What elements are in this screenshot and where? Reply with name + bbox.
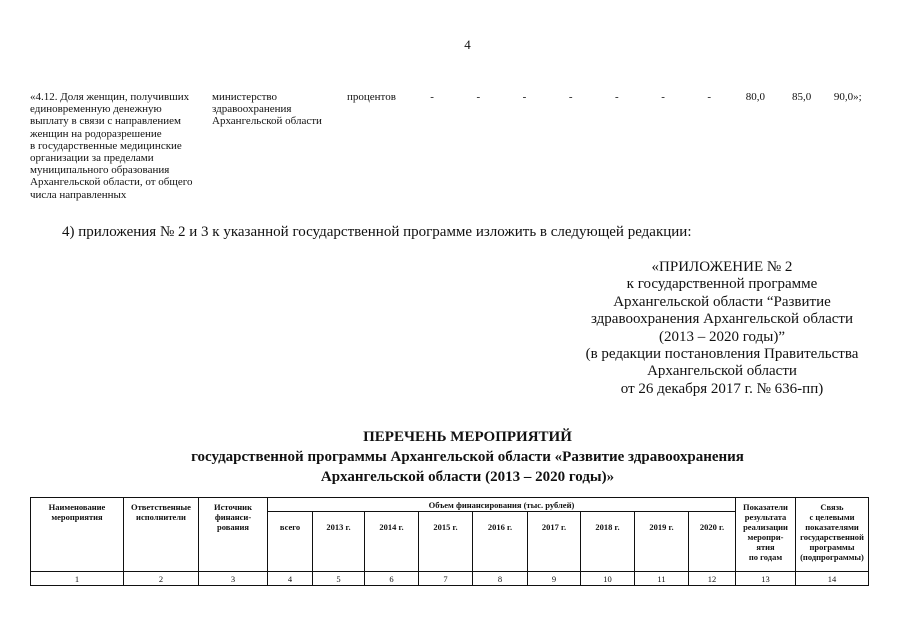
instruction-paragraph: 4) приложения № 2 и 3 к указанной государственной программе изложить в следующей редакции: — [62, 224, 692, 240]
indicator-value: - — [707, 91, 712, 103]
column-number: 10 — [581, 572, 635, 586]
table-header-row — [31, 498, 869, 512]
list-title-line: ПЕРЕЧЕНЬ МЕРОПРИЯТИЙ — [363, 429, 572, 445]
header-line: реализации — [743, 522, 788, 532]
indicator-name-line: единовременную денежную — [30, 103, 162, 116]
indicator-value: - — [568, 91, 573, 103]
list-title-line: государственной программы Архангельской области «Развитие здравоохранения — [191, 449, 744, 465]
header-year: 2015 г. — [419, 512, 473, 572]
appendix-note-line: (2013 – 2020 годы)” — [659, 328, 785, 345]
header-target-link — [796, 498, 869, 572]
indicator-value: 90,0»; — [833, 91, 862, 103]
column-number: 8 — [473, 572, 528, 586]
header-year: 2013 г. — [313, 512, 365, 572]
indicator-responsible — [212, 91, 322, 128]
column-number: 13 — [736, 572, 796, 586]
column-number: 6 — [365, 572, 419, 586]
header-result-indicators — [736, 498, 796, 572]
column-number: 9 — [528, 572, 581, 586]
indicator-name-line: выплату в связи с направлением — [30, 115, 181, 128]
events-table — [30, 497, 869, 586]
column-number: 12 — [689, 572, 736, 586]
indicator-value: 85,0 — [791, 91, 812, 103]
header-line: (подпрограммы) — [800, 552, 864, 562]
column-numbers-row — [31, 572, 869, 586]
indicator-name-line: муниципального образования — [30, 164, 170, 177]
header-line: результата — [744, 512, 787, 522]
indicator-name-line: числа направленных — [30, 188, 127, 201]
indicator-name — [30, 91, 193, 201]
header-line: меропри- — [747, 532, 784, 542]
header-line: государственной — [800, 532, 864, 542]
column-number: 11 — [635, 572, 689, 586]
indicator-value: - — [430, 91, 434, 103]
column-number: 7 — [419, 572, 473, 586]
header-line: ятия — [756, 542, 775, 552]
header-event-name — [31, 498, 124, 572]
indicator-responsible-line: Архангельской области — [212, 115, 322, 128]
header-line: Связь — [820, 502, 844, 512]
header-line: рования — [217, 522, 249, 532]
column-number: 4 — [268, 572, 313, 586]
indicator-name-line: организации за пределами — [30, 152, 154, 165]
header-line: Источник — [214, 502, 252, 512]
header-line: по годам — [748, 552, 783, 562]
indicator-value: - — [615, 91, 619, 103]
header-line: показателями — [805, 522, 859, 532]
indicator-name-line: женщин на родоразрешение — [30, 127, 162, 140]
column-number: 14 — [796, 572, 869, 586]
appendix-note-line: Архангельской области “Развитие — [613, 293, 831, 310]
appendix-note-line: Архангельской области — [647, 363, 797, 380]
header-line: финанси- — [214, 512, 252, 522]
header-year: 2020 г. — [689, 512, 736, 572]
page-number: 4 — [464, 37, 471, 52]
header-line: с целевыми — [809, 512, 855, 522]
indicator-unit: процентов — [347, 91, 396, 103]
header-line: исполнители — [136, 512, 186, 522]
indicator-name-line: Архангельской области, от общего — [30, 176, 193, 189]
indicator-values — [409, 91, 871, 103]
header-line: мероприятия — [51, 512, 103, 522]
header-line: программы — [809, 542, 855, 552]
appendix-note-line: (в редакции постановления Правительства — [585, 346, 859, 363]
header-year: 2019 г. — [635, 512, 689, 572]
indicator-responsible-line: здравоохранения — [212, 103, 292, 116]
column-number: 3 — [199, 572, 268, 586]
list-title — [130, 427, 805, 487]
header-year: 2014 г. — [365, 512, 419, 572]
list-title-line: Архангельской области (2013 – 2020 годы)» — [320, 469, 615, 485]
appendix-note-line: здравоохранения Архангельской области — [591, 311, 853, 328]
indicator-name-line: «4.12. Доля женщин, получивших — [30, 91, 190, 103]
indicator-name-line: в государственные медицинские — [30, 139, 182, 152]
appendix-note-line: к государственной программе — [626, 276, 818, 293]
appendix-note-line: «ПРИЛОЖЕНИЕ № 2 — [651, 259, 793, 275]
column-number: 1 — [31, 572, 124, 586]
header-line: Показатели — [743, 502, 788, 512]
indicator-value: 80,0 — [745, 91, 766, 103]
header-year: 2017 г. — [528, 512, 581, 572]
header-funding-source — [199, 498, 268, 572]
indicator-value: - — [476, 91, 481, 103]
header-year: 2016 г. — [473, 512, 528, 572]
column-number: 2 — [124, 572, 199, 586]
indicator-responsible-line: министерство — [212, 91, 278, 103]
header-line: Ответственные — [131, 502, 191, 512]
indicator-value: - — [661, 91, 665, 103]
indicator-value: - — [522, 91, 527, 103]
header-line: Наименование — [48, 502, 106, 512]
appendix-note-line: от 26 декабря 2017 г. № 636-пп) — [620, 380, 824, 397]
header-year: 2018 г. — [581, 512, 635, 572]
header-funding-volume: Объем финансирования (тыс. рублей) — [268, 498, 736, 512]
header-funding-total: всего — [268, 512, 313, 572]
header-responsible — [124, 498, 199, 572]
appendix-note — [560, 259, 884, 398]
column-number: 5 — [313, 572, 365, 586]
